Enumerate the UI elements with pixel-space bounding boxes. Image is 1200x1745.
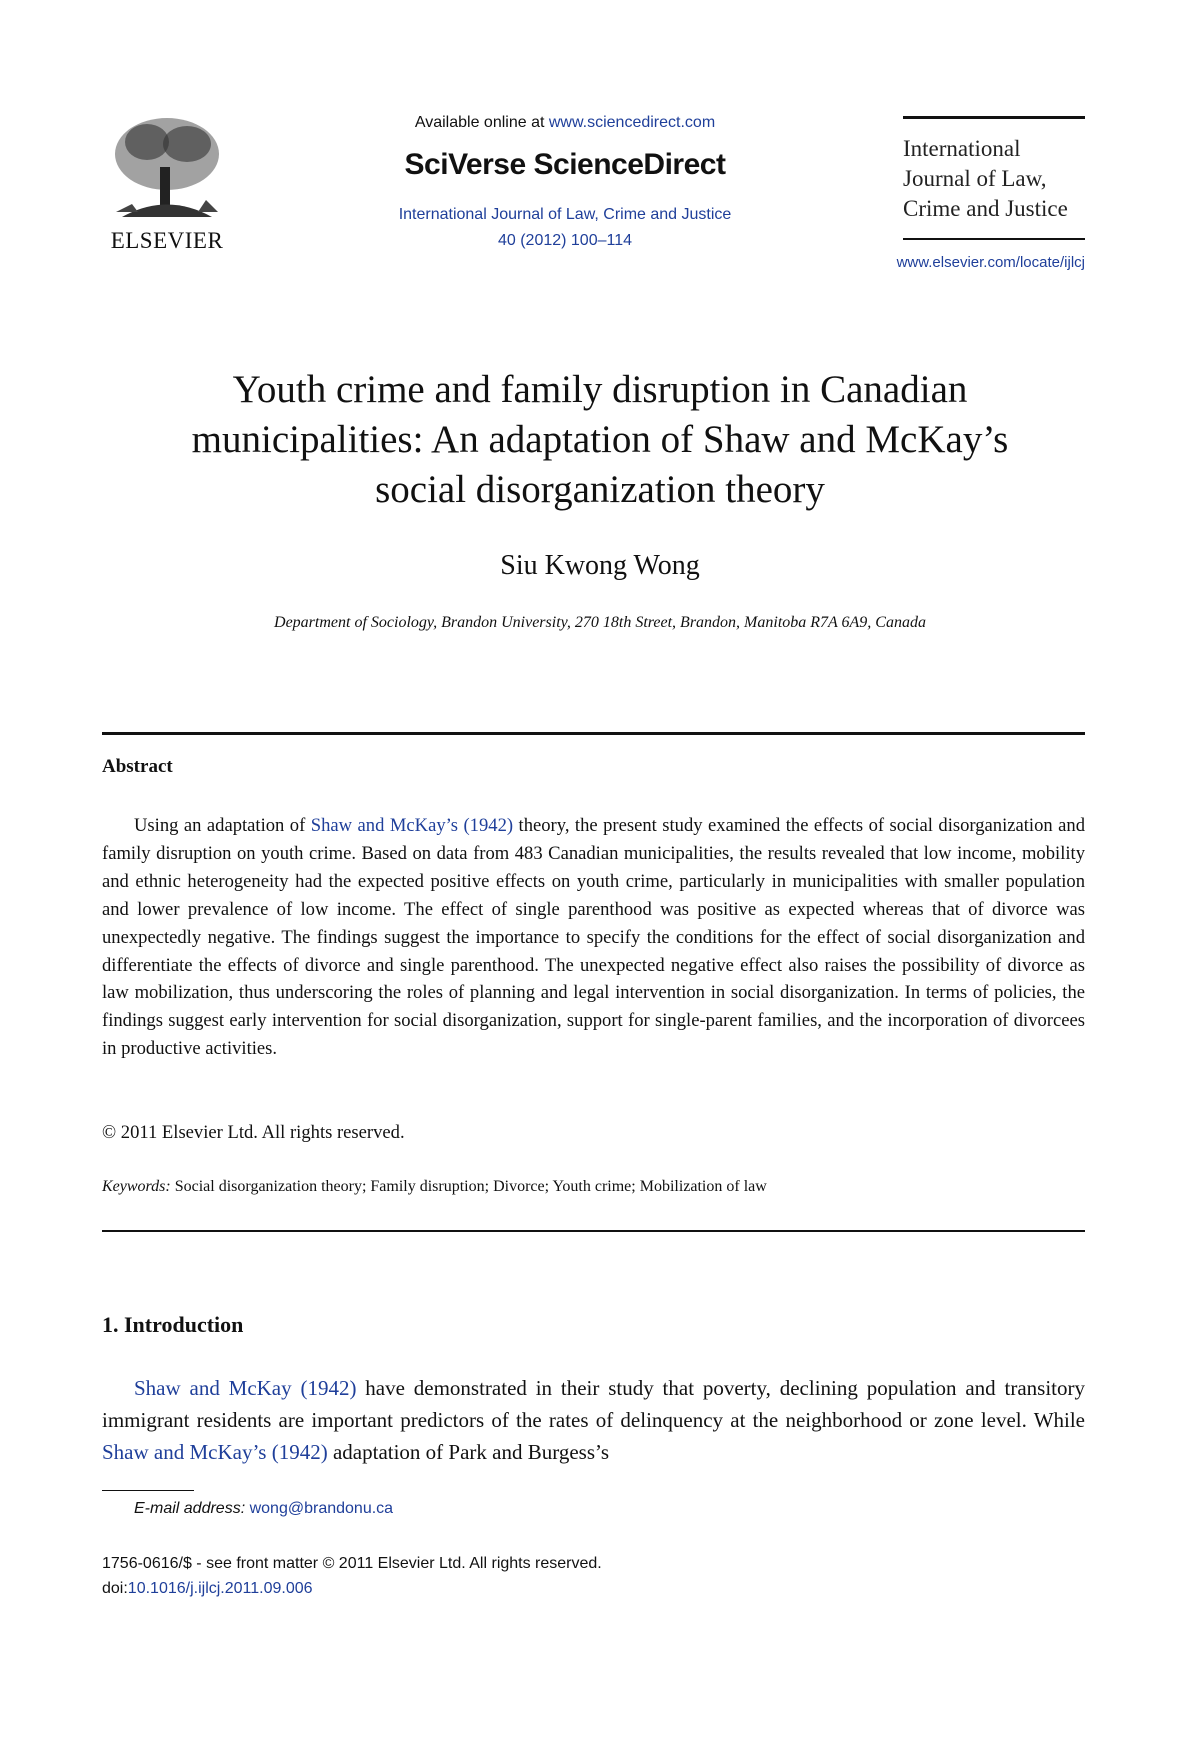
citation-link[interactable]: Shaw and McKay’s (1942) [102,1440,328,1464]
citation-link[interactable]: Shaw and McKay’s (1942) [310,815,514,836]
abstract-heading: Abstract [102,756,173,777]
abstract-rule-top [102,732,1085,735]
keywords-list: Social disorganization theory; Family disruption; Divorce; Youth crime; Mobilization of law [170,1178,767,1195]
doi-line [102,1580,313,1598]
abstract-text: theory, the present study examined the effects of social disorganization and family disruption on youth crime. Based on data from 483 Canadian municipalities, the results revealed that low income, mobility and ethnic heterogeneity had the expected positive effects on youth crime, particularly in municipalities with smaller population and lower prevalence of low income. The effect of single parenthood was positive as expected whereas that of divorce was unexpectedly negative. The findings suggest the importance to specify the conditions for the effect of social disorganization and differentiate the effects of divorce and single parenthood. The unexpected negative effect also raises the possibility of divorce as law mobilization, thus underscoring the roles of planning and legal intervention in social disorganization. In terms of policies, the findings suggest early intervention for social disorganization, support for single-parent families, and the incorporation of divorcees in productive activities. [102,815,1085,1060]
citation-link[interactable]: Shaw and McKay (1942) [134,1376,357,1400]
journal-name-line: International [903,136,1021,161]
header-rule-bottom [903,238,1085,240]
author-name: Siu Kwong Wong [500,550,700,581]
journal-name-line: Journal of Law, [903,166,1047,191]
abstract-rule-bottom [102,1230,1085,1232]
title-line: Youth crime and family disruption in Canadian [232,368,968,411]
intro-text-segment: adaptation of Park and Burgess’s [327,1440,610,1464]
sciverse-brand: SciVerse ScienceDirect [404,148,726,181]
sciencedirect-link[interactable]: www.sciencedirect.com [548,114,716,131]
abstract-copyright: © 2011 Elsevier Ltd. All rights reserved. [102,1122,405,1143]
email-link[interactable]: wong@brandonu.ca [245,1500,394,1517]
footnote-rule [102,1490,194,1491]
doi-link[interactable]: 10.1016/j.ijlcj.2011.09.006 [127,1580,313,1597]
journal-name-block [903,134,1085,224]
article-title [100,365,1100,515]
keywords-line [102,1178,1085,1196]
section-heading-introduction: 1. Introduction [102,1312,244,1337]
journal-homepage-link[interactable]: www.elsevier.com/locate/ijlcj [896,254,1085,271]
author-affiliation: Department of Sociology, Brandon University, 270 18th Street, Brandon, Manitoba R7A 6A9, Canada [274,614,926,631]
abstract-body [102,812,1085,1063]
header-rule-top [903,116,1085,119]
title-line: social disorganization theory [375,468,825,511]
tree-icon [102,112,232,227]
footnote-email [134,1500,393,1518]
keywords-label: Keywords: [102,1178,171,1195]
intro-text-segment: have demonstrated in their study that poverty, declining population and transitory immigrant residents are important predictors of the rates of delinquency at the neighborhood or zone level. While [102,1376,1085,1432]
doi-label: doi: [102,1580,128,1597]
title-line: municipalities: An adaptation of Shaw and McKay’s [191,418,1009,461]
abstract-lead: Using an adaptation of [134,815,311,836]
available-online-line [330,114,800,132]
available-prefix: Available online at [414,114,549,131]
journal-citation-link[interactable]: International Journal of Law, Crime and Justice [398,206,732,223]
introduction-paragraph [102,1372,1085,1468]
elsevier-logo-text: ELSEVIER [110,228,224,253]
front-matter-line: 1756-0616/$ - see front matter © 2011 Elsevier Ltd. All rights reserved. [102,1555,602,1572]
journal-name-line: Crime and Justice [903,196,1068,221]
volume-pages-link[interactable]: 40 (2012) 100–114 [497,232,633,249]
email-label: E-mail address: [134,1500,246,1517]
